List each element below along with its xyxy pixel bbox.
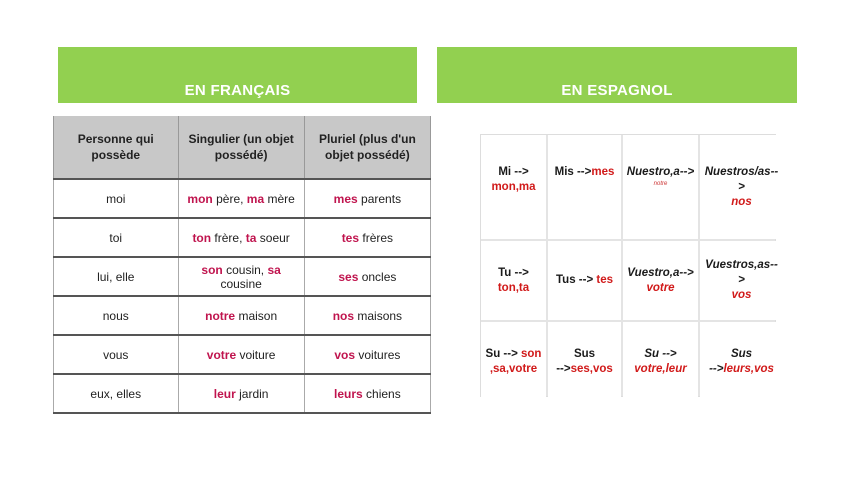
cell-spanish: Mi --> (498, 166, 529, 178)
table-row (54, 335, 431, 374)
possessive-word: tes (341, 230, 360, 245)
cell-arrow: --> (709, 363, 724, 375)
grid-cell-vuestros (700, 241, 783, 320)
singular-cell (178, 335, 304, 374)
person-cell: vous (54, 335, 179, 374)
singular-cell (178, 257, 304, 296)
french-banner (58, 47, 417, 103)
noun-text: père, (212, 191, 247, 206)
noun-text: cousine (220, 276, 262, 291)
noun-text: mère (264, 191, 295, 206)
cell-french: ses,vos (570, 363, 613, 375)
cell-french: nos (731, 196, 752, 208)
noun-text: parents (357, 191, 402, 206)
possessive-word: mon (187, 191, 213, 206)
grid-cell-tu (481, 241, 546, 320)
cell-french: votre (646, 281, 675, 294)
header-person: Personne qui possède (54, 116, 179, 179)
noun-text: oncles (358, 269, 397, 284)
grid-cell-nuestros (700, 135, 783, 239)
grid-cell-su (481, 322, 546, 402)
person-cell: eux, elles (54, 374, 179, 413)
table-row (54, 296, 431, 335)
singular-cell (178, 179, 304, 218)
table-row (54, 179, 431, 218)
french-banner-title: EN FRANÇAIS (184, 82, 291, 99)
plural-cell (304, 374, 430, 413)
cell-arrow: --> (556, 363, 571, 375)
header-plural: Pluriel (plus d'un objet possédé) (304, 116, 430, 179)
possessive-word: votre (206, 347, 237, 362)
cell-spanish: Vuestro,a--> (627, 266, 694, 279)
cell-spanish: Su --> (644, 348, 677, 360)
singular-cell (178, 218, 304, 257)
grid-cell-mis (548, 135, 621, 239)
possessive-word: son (201, 262, 223, 277)
noun-text: voiture (236, 347, 276, 362)
noun-text: soeur (256, 230, 290, 245)
noun-text: jardin (235, 386, 269, 401)
cell-french: notre (653, 181, 668, 187)
possessive-word: leurs (334, 386, 363, 401)
possessive-word: notre (205, 308, 236, 323)
cell-french: tes (596, 274, 613, 286)
possessive-word: ses (338, 269, 359, 284)
cell-french: ton,ta (497, 281, 530, 294)
noun-text: maisons (354, 308, 403, 323)
plural-cell (304, 179, 430, 218)
person-cell: toi (54, 218, 179, 257)
person-cell: nous (54, 296, 179, 335)
cell-spanish: Nuestro,a--> (626, 166, 695, 178)
cell-spanish: Sus (730, 348, 753, 360)
possessive-word: ton (192, 230, 212, 245)
grid-cell-tus (548, 241, 621, 320)
possessive-word: nos (332, 308, 355, 323)
cell-french: leurs,vos (723, 363, 774, 375)
cell-spanish: Su --> (485, 348, 521, 360)
spanish-possessive-grid (480, 134, 779, 397)
cell-spanish: Mis --> (554, 166, 592, 178)
noun-text: voitures (355, 347, 401, 362)
cell-french: son (521, 348, 542, 360)
noun-text: frères (359, 230, 394, 245)
table-row (54, 374, 431, 413)
cell-french: mes (591, 166, 615, 178)
singular-cell (178, 374, 304, 413)
noun-text: cousin, (222, 262, 268, 277)
cell-french: vos (731, 289, 752, 301)
cell-french: mon,ma (491, 181, 536, 193)
cell-spanish: Tu --> (498, 266, 529, 279)
plural-cell (304, 335, 430, 374)
table-row (54, 257, 431, 296)
table-header-row (54, 116, 431, 179)
possessive-word: leur (213, 386, 236, 401)
possessive-word: mes (333, 191, 358, 206)
person-cell: lui, elle (54, 257, 179, 296)
cell-spanish: Tus --> (556, 274, 597, 286)
grid-cell-su-vous (623, 322, 698, 402)
grid-cell-mi (481, 135, 546, 239)
person-cell: moi (54, 179, 179, 218)
possessive-word: sa (267, 262, 281, 277)
spanish-banner-title: EN ESPAGNOL (561, 82, 673, 99)
singular-cell (178, 296, 304, 335)
plural-cell (304, 218, 430, 257)
plural-cell (304, 257, 430, 296)
possessive-word: ma (246, 191, 265, 206)
table-row (54, 218, 431, 257)
grid-cell-sus (548, 322, 621, 402)
header-singular: Singulier (un objet possédé) (178, 116, 304, 179)
french-possessive-table (53, 116, 431, 414)
noun-text: frère, (211, 230, 246, 245)
cell-spanish: Nuestros/as--> (704, 166, 779, 193)
plural-cell (304, 296, 430, 335)
noun-text: maison (235, 308, 278, 323)
grid-cell-vuestro (623, 241, 698, 320)
cell-spanish: Vuestros,as--> (705, 259, 778, 286)
spanish-banner (437, 47, 797, 103)
possessive-word: ta (245, 230, 257, 245)
cell-french: votre,leur (634, 363, 687, 375)
cell-spanish: Sus (573, 348, 596, 360)
grid-cell-nuestro (623, 135, 698, 239)
grid-cell-sus-leurs (700, 322, 783, 402)
noun-text: chiens (362, 386, 401, 401)
cell-french: ,sa,votre (489, 363, 538, 375)
possessive-word: vos (334, 347, 356, 362)
